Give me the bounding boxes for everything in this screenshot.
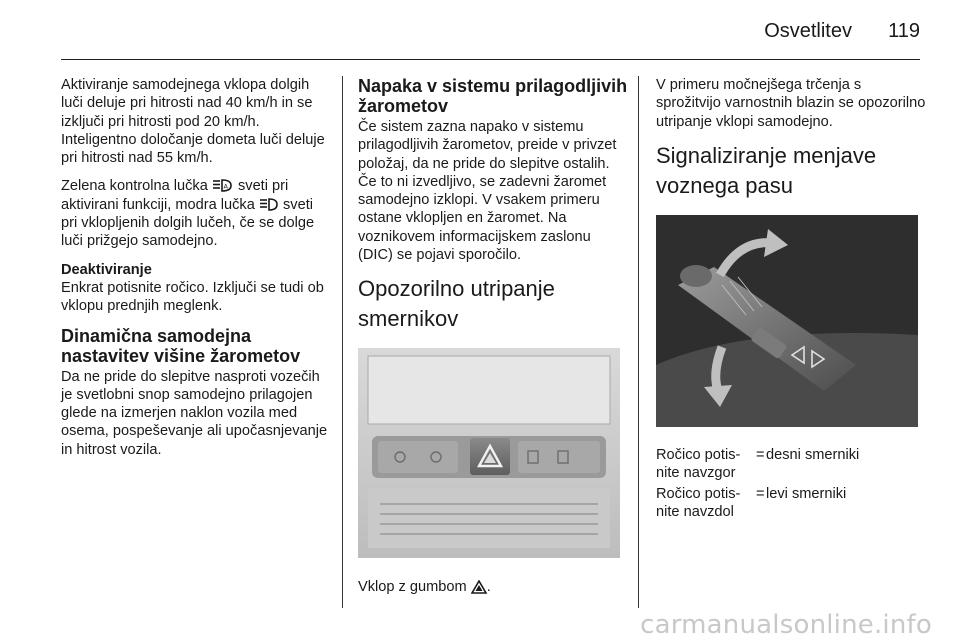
hazard-heading: Opozorilno utripanje smernikov bbox=[358, 276, 555, 332]
auto-activation-text: Aktiviranje samodejnega vklopa dolgih luči deluje pri hitrosti nad 40 km/h in se izključi pri hitrosti pod 20 km/h. Inteligentno določanje dometa luči deluje pri hitrosti nad 55 km/h. bbox=[61, 77, 325, 167]
signal-term: Ročico potis-nite navzgor bbox=[656, 447, 741, 482]
fault-heading: Napaka v sistemu prilagodljivih žarometov bbox=[358, 76, 628, 116]
page-number: 119 bbox=[888, 20, 920, 42]
lane-change-heading: Signaliziranje menjave voznega pasu bbox=[656, 142, 877, 198]
signal-row-down bbox=[656, 485, 926, 522]
indicator-text bbox=[61, 177, 331, 250]
caption-text: Vklop z gumbom bbox=[358, 578, 467, 595]
signal-def: desni smerniki bbox=[766, 447, 860, 464]
deactivation-text: Enkrat potisnite ročico. Izključi se tudi ob vklopu prednjih meglenk. bbox=[61, 279, 324, 315]
dynamic-leveling-heading: Dinamična samodejna nastavitev višine žarometov bbox=[61, 325, 301, 366]
svg-text:A: A bbox=[223, 182, 228, 191]
fault-text: Če sistem zazna napako v sistemu prilagodljivih žarometov, preide v privzet položaj, da ne pride do slepitve ostalih. Če to ni izvedljivo, se zadevni žaromet samodejno izklopi. V vsakem primeru ostane vklopljen en žaromet. Na voznikovem informacijskem zaslonu (DIC) se pojavi sporočilo. bbox=[358, 119, 617, 264]
signal-term: Ročico potis-nite navzdol bbox=[656, 485, 741, 521]
auto-hazard-text: V primeru močnejšega trčenja s sprožitvijo varnostnih blazin se opozorilno utripanje vklopi samodejno. bbox=[656, 77, 926, 130]
hazard-triangle-icon bbox=[471, 580, 487, 594]
high-beam-icon bbox=[259, 197, 279, 212]
signal-eq: = bbox=[756, 485, 765, 502]
column-2 bbox=[358, 76, 628, 606]
auto-high-beam-icon bbox=[212, 178, 234, 193]
signal-eq: = bbox=[756, 447, 765, 464]
column-divider-2 bbox=[638, 76, 639, 608]
column-divider-1 bbox=[342, 76, 343, 608]
dynamic-leveling-text: Da ne pride do slepitve nasproti vozečih je svetlobni snop samodejno prilagojen glede na izmerjen naklon vozila med osema, pospeševanje ali upočasnjevanje in hitrost vozila. bbox=[61, 368, 328, 458]
column-3 bbox=[656, 76, 926, 523]
indicator-text-b: sveti pri aktivirani funkciji, modra lučka bbox=[61, 178, 289, 213]
watermark: carmanualsonline.info bbox=[640, 610, 932, 640]
signal-row-up bbox=[656, 446, 926, 483]
indicator-text-c: sveti pri vklopljenih dolgih lučeh, če se dolge luči prižgejo samodejno. bbox=[61, 196, 315, 250]
header-title: Osvetlitev bbox=[764, 20, 852, 42]
turn-signal-lever-figure bbox=[656, 215, 918, 427]
signal-def: levi smerniki bbox=[766, 485, 847, 502]
figure-caption: Vklop z gumbom . bbox=[358, 578, 491, 595]
deactivation-heading: Deaktiviranje bbox=[61, 261, 152, 278]
header-rule bbox=[61, 59, 920, 60]
indicator-text-a: Zelena kontrolna lučka bbox=[61, 178, 208, 195]
column-1 bbox=[61, 76, 331, 469]
hazard-button-figure bbox=[358, 348, 620, 558]
